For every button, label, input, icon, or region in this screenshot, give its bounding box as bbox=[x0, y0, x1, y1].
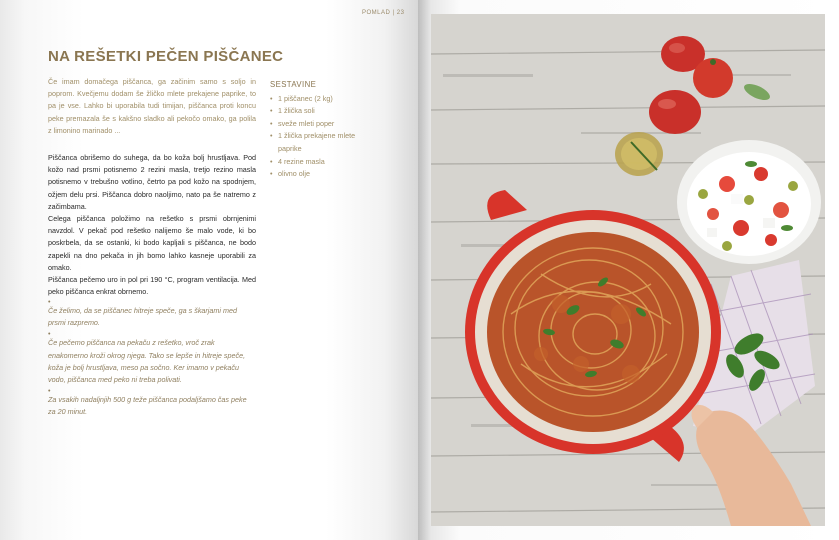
note-item: Za vsakih nadaljnjih 500 g teže piščanca podaljšamo čas peke za 20 minut. bbox=[48, 395, 247, 417]
note-bullet: • bbox=[48, 329, 51, 339]
note-bullet: • bbox=[48, 386, 51, 396]
spaghetti-bolognese-pan-on-wooden-table-icon bbox=[431, 14, 825, 526]
recipe-intro: Če imam domačega piščanca, ga začinim samo s soljo in poprom. Kvečjemu dodam še žličko mlete prekajene paprike, to pa je vse. Lahko bi uporabila tudi timijan, piščanca proti koncu peke premazala še s kakšno sladko ali pekočo omako, ga polila z limonino marinado ... bbox=[48, 77, 256, 135]
method-paragraph: Piščanca obrišemo do suhega, da bo koža bolj hrustljava. Pod kožo nad prsmi potisnemo 2 rezini masla, tretjo rezino masla potisnemo v trebušno votlino, četrto pa pod kožo na spodnjem, ožjem delu prsi. Piščanca dobro naoljimo, nato pa še natremo z začimbama. bbox=[48, 153, 256, 211]
ingredient-item: • 1 piščanec (2 kg) bbox=[270, 93, 370, 106]
ingredient-item: • sveže mleti poper bbox=[270, 118, 370, 131]
ingredients-title: SESTAVINE bbox=[270, 80, 317, 89]
note-bullet: • bbox=[48, 297, 51, 306]
ingredient-item: • olivno olje bbox=[270, 168, 370, 181]
ingredients-box bbox=[270, 79, 370, 181]
ingredient-item: • 1 žlička soli bbox=[270, 105, 370, 118]
note-item: Če pečemo piščanca na pekaču z rešetko, vroč zrak enakomerno kroži okrog njega. Tako se lepše in hitreje speče, koža je bolj hrustljava, meso pa sočno. Ker imamo v pekaču vodo, piščanca med peko ni treba polivati. bbox=[48, 338, 246, 385]
recipe-notes bbox=[48, 298, 256, 420]
note-item: Če želimo, da se piščanec hitreje speče, ga s škarjami med prsmi razpremo. bbox=[48, 306, 237, 328]
method-paragraph: Piščanca pečemo uro in pol pri 190 °C, program ventilacija. Med peko piščanca enkrat obrnemo. bbox=[48, 275, 256, 297]
ingredient-item: • 1 žlička prekajene mlete paprike bbox=[270, 130, 370, 155]
ingredients-list bbox=[270, 93, 370, 181]
recipe-method bbox=[48, 152, 256, 298]
left-page bbox=[0, 0, 418, 540]
method-paragraph: Celega piščanca položimo na rešetko s prsmi obrnjenimi navzdol. V pekač pod rešetko nalijemo še malo vode, ki bo poskrbela, da se ostanki, ki bodo kapljali s piščanca, ne bodo zapekli na dno pekača in jih bomo lahko kasneje uporabili za omako. bbox=[48, 214, 256, 272]
page-number: POMLAD | 23 bbox=[362, 10, 405, 16]
ingredient-item: • 4 rezine masla bbox=[270, 156, 370, 169]
recipe-title: NA REŠETKI PEČEN PIŠČANEC bbox=[48, 48, 284, 65]
food-photo bbox=[431, 14, 825, 526]
